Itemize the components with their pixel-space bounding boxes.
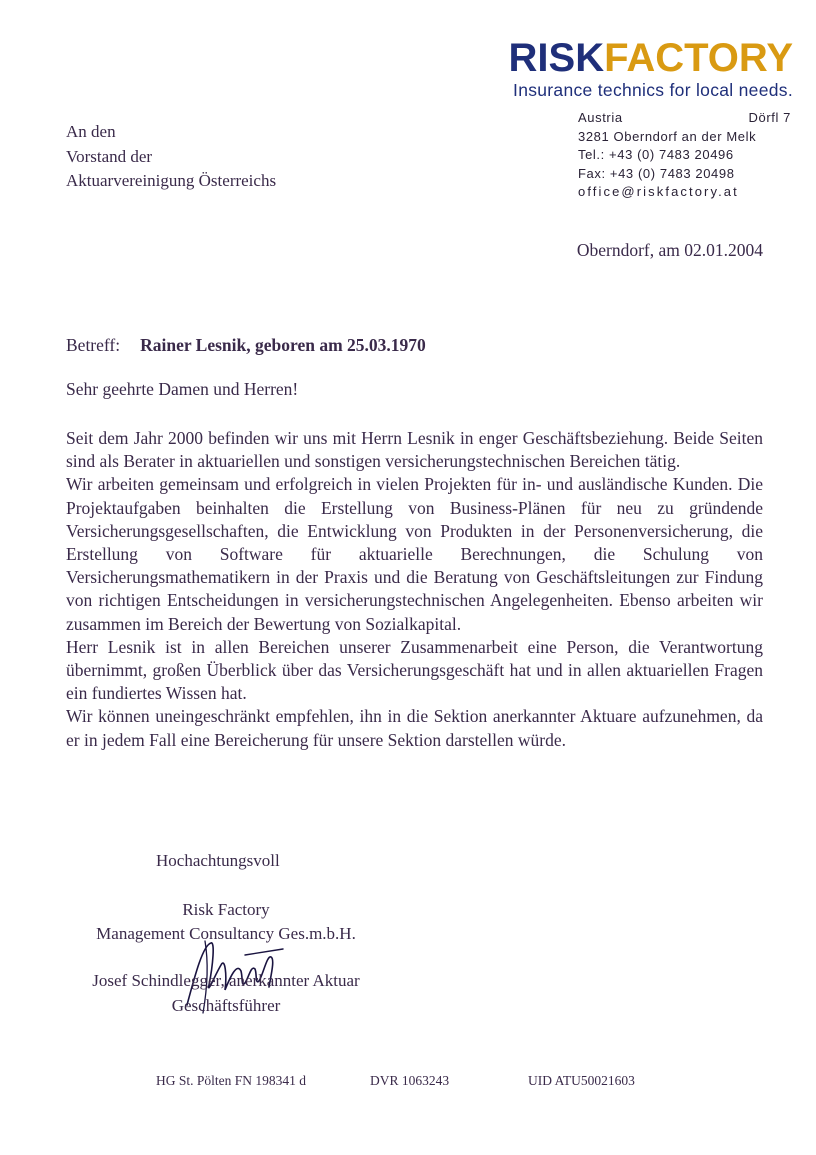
logo-factory: FACTORY bbox=[604, 36, 793, 80]
subject-line bbox=[66, 335, 426, 356]
letter-body bbox=[66, 427, 763, 752]
footer-register: HG St. Pölten FN 198341 d bbox=[156, 1073, 307, 1088]
salutation: Sehr geehrte Damen und Herren! bbox=[66, 379, 299, 399]
recipient-line: An den bbox=[66, 122, 116, 141]
company-tagline: Insurance technics for local needs. bbox=[513, 80, 793, 100]
footer-uid: UID ATU50021603 bbox=[528, 1073, 635, 1088]
signer-role: Geschäftsführer bbox=[171, 996, 281, 1015]
recipient-line: Vorstand der bbox=[66, 146, 153, 166]
logo-risk: RISK bbox=[508, 36, 605, 80]
recipient-line: Aktuarvereinigung Österreichs bbox=[66, 171, 277, 190]
footer-dvr: DVR 1063243 bbox=[370, 1073, 450, 1088]
address-city: 3281 Oberndorf an der Melk bbox=[578, 128, 757, 144]
signature-person bbox=[66, 968, 386, 1018]
address-tel: Tel.: +43 (0) 7483 20496 bbox=[578, 147, 734, 163]
body-paragraph: Wir arbeiten gemeinsam und erfolgreich in vielen Projekten für in- und ausländische Kunden. Die Projektaufgaben beinhalten die Erstellung von Business-Plänen für neu zu gründende Versicherungsgesellschaften, die Entwicklung von Produkten in der Personenversicherung, die Erstellung von Software für aktuarielle Berechnungen, die Schulung von Versicherungsmathematikern in der Praxis und die Beratung von Geschäftsleitungen zur Findung von richtigen Entscheidungen in versicherungstechnischen Angelegenheiten. Ebenso arbeiten wir zusammen im Bereich der Bewertung von Sozialkapital. bbox=[66, 474, 763, 634]
address-street: Dörfl 7 bbox=[748, 110, 791, 125]
company-legal-name: Management Consultancy Ges.m.b.H. bbox=[96, 923, 356, 943]
closing: Hochachtungsvoll bbox=[156, 851, 280, 870]
body-paragraph: Wir können uneingeschränkt empfehlen, ihn in die Sektion anerkannter Aktuare aufzunehmen, da er in jedem Fall eine Bereicherung für unsere Sektion darstellen würde. bbox=[66, 706, 763, 750]
body-paragraph: Seit dem Jahr 2000 befinden wir uns mit Herrn Lesnik in enger Geschäftsbeziehung. Beide Seiten sind als Berater in aktuariellen und sonstigen versicherungstechnischen Bereichen tätig. bbox=[66, 428, 763, 472]
body-paragraph: Herr Lesnik ist in allen Bereichen unserer Zusammenarbeit eine Person, die Verantwortung übernimmt, großen Überblick über das Versicherungsgeschäft hat und in allen aktuariellen Fragen ein fundiertes Wissen hat. bbox=[66, 636, 763, 704]
subject-value: Rainer Lesnik, geboren am 25.03.1970 bbox=[140, 335, 426, 355]
address-fax: Fax: +43 (0) 7483 20498 bbox=[578, 165, 735, 181]
address-email: office@riskfactory.at bbox=[578, 184, 739, 200]
subject-label: Betreff: bbox=[66, 335, 121, 355]
recipient-block bbox=[66, 120, 276, 194]
company-logo bbox=[463, 36, 793, 80]
address-country: Austria bbox=[578, 110, 623, 125]
company-name: Risk Factory bbox=[182, 900, 270, 919]
company-address bbox=[578, 109, 791, 202]
letter-date: Oberndorf, am 02.01.2004 bbox=[576, 240, 763, 260]
signer-name: Josef Schindlegger, anerkannter Aktuar bbox=[92, 971, 360, 990]
